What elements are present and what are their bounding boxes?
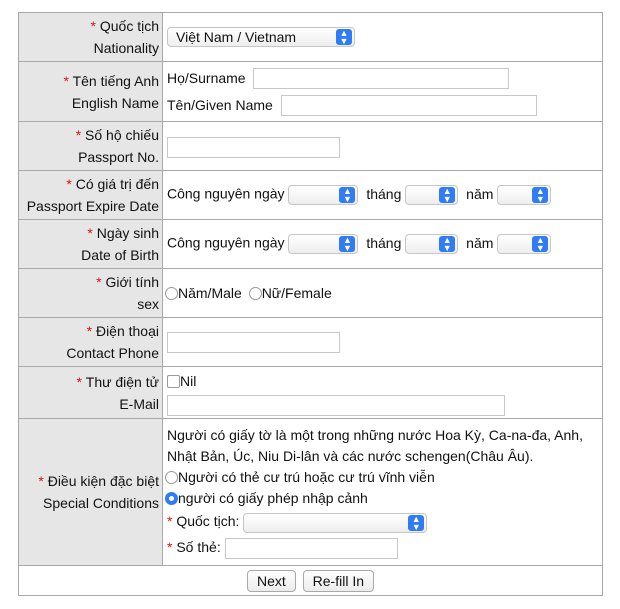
row-nationality — [19, 13, 603, 62]
chevron-updown-icon: ▲ ▼ — [408, 515, 424, 531]
email-field-cell — [163, 367, 603, 419]
nationality-label-cell — [19, 13, 163, 62]
required-mark: * — [63, 72, 69, 89]
passport-no-input[interactable] — [167, 137, 340, 158]
contact-phone-label-cell — [19, 318, 163, 367]
special-option-resident — [165, 467, 602, 488]
required-mark: * — [167, 538, 173, 555]
birth-date-label-cell — [19, 220, 163, 269]
birth-date-era-label: Công nguyên ngày — [167, 234, 285, 251]
row-birth-date — [19, 220, 603, 269]
special-resident-radio[interactable] — [165, 471, 178, 484]
passport-no-field-cell — [163, 122, 603, 171]
actions-cell — [19, 566, 603, 596]
nationality-label-vi: Quốc tịch — [99, 18, 159, 34]
sex-female-label: Nữ/Female — [261, 285, 332, 301]
required-mark: * — [87, 225, 93, 241]
chevron-updown-icon: ▲ ▼ — [339, 236, 355, 252]
passport-expire-field-cell — [163, 171, 603, 220]
chevron-updown-icon: ▲ ▼ — [439, 187, 455, 203]
passport-expire-era-label: Công nguyên ngày — [167, 185, 285, 202]
english-name-label-vi: Tên tiếng Anh — [72, 72, 159, 89]
chevron-updown-icon: ▲ ▼ — [339, 187, 355, 203]
email-label-vi: Thư điện tử — [85, 373, 159, 390]
required-mark: * — [75, 127, 82, 143]
passport-no-label-vi: Số hộ chiếu — [85, 127, 159, 143]
sex-male-radio[interactable] — [165, 287, 178, 300]
special-card-label: Số thẻ: — [176, 538, 221, 555]
passport-expire-month-label: tháng — [366, 185, 402, 202]
required-mark: * — [96, 274, 102, 290]
sex-label-cell — [19, 269, 163, 318]
surname-input[interactable] — [253, 68, 509, 89]
passport-expire-label-vi: Có giá trị đến — [75, 176, 159, 192]
birth-month-select[interactable] — [405, 234, 458, 254]
nationality-select[interactable] — [167, 27, 355, 47]
given-name-label: Tên/Given Name — [167, 96, 273, 113]
nationality-select-value: Việt Nam / Vietnam — [176, 29, 297, 45]
next-button[interactable]: Next — [247, 570, 296, 592]
passport-no-label-cell — [19, 122, 163, 171]
sex-male-label: Năm/Male — [178, 285, 242, 301]
row-passport-expire — [19, 171, 603, 220]
english-name-label-en: English Name — [71, 94, 159, 111]
application-form — [18, 12, 603, 596]
row-passport-no — [19, 122, 603, 171]
contact-phone-label-vi: Điện thoại — [95, 323, 159, 339]
special-label-cell — [19, 419, 163, 566]
chevron-updown-icon: ▲ ▼ — [532, 236, 548, 252]
chevron-updown-icon: ▲ ▼ — [439, 236, 455, 252]
contact-phone-field-cell — [163, 318, 603, 367]
sex-label-vi: Giới tính — [105, 274, 159, 290]
required-mark: * — [90, 18, 96, 34]
passport-no-label-en: Passport No. — [78, 149, 159, 165]
row-english-name — [19, 62, 603, 122]
special-description — [165, 425, 602, 467]
required-mark: * — [66, 176, 72, 192]
sex-label-en: sex — [137, 296, 159, 312]
row-special-conditions — [19, 419, 603, 566]
english-name-field-cell — [163, 62, 603, 122]
surname-label: Họ/Surname — [167, 69, 246, 86]
special-field-cell — [163, 419, 603, 566]
special-nationality-line — [165, 511, 602, 532]
contact-phone-label-en: Contact Phone — [66, 345, 159, 361]
special-label-en: Special Conditions — [43, 495, 159, 511]
birth-month-label: tháng — [366, 234, 402, 251]
contact-phone-input[interactable] — [167, 332, 340, 353]
special-permit-radio[interactable] — [165, 492, 178, 505]
birth-date-label-vi: Ngày sinh — [96, 225, 159, 241]
email-label-cell — [19, 367, 163, 419]
sex-field-cell — [163, 269, 603, 318]
birth-date-field-cell — [163, 220, 603, 269]
birth-date-label-en: Date of Birth — [81, 247, 159, 263]
special-desc-line1: Người có giấy tờ là một trong những nước Hoa Kỳ, Ca-na-đa, Anh, — [167, 427, 583, 444]
chevron-updown-icon: ▲ ▼ — [532, 187, 548, 203]
email-label-en: E-Mail — [119, 395, 159, 412]
refill-button[interactable]: Re-fill In — [303, 570, 374, 592]
sex-female-radio[interactable] — [249, 287, 262, 300]
birth-year-label: năm — [466, 234, 494, 251]
special-option-permit — [165, 488, 602, 509]
nationality-label-en: Nationality — [93, 40, 159, 56]
english-name-label-cell — [19, 62, 163, 122]
passport-expire-year-label: năm — [466, 185, 494, 202]
required-mark: * — [38, 473, 44, 489]
special-card-line — [165, 537, 602, 559]
special-desc-line2: Nhật Bản, Úc, Niu Di-lân và các nước schengen(Châu Âu). — [167, 448, 534, 465]
passport-expire-day-select[interactable] — [288, 185, 358, 205]
row-actions — [19, 566, 603, 596]
passport-expire-label-cell — [19, 171, 163, 220]
email-nil-checkbox[interactable] — [167, 375, 180, 388]
required-mark: * — [167, 513, 173, 530]
required-mark: * — [86, 323, 93, 339]
passport-expire-label-en: Passport Expire Date — [26, 198, 159, 214]
email-input[interactable] — [167, 395, 505, 416]
email-nil-label: Nil — [180, 372, 197, 389]
chevron-updown-icon: ▲ ▼ — [336, 29, 352, 45]
passport-expire-year-select[interactable] — [497, 185, 551, 205]
special-resident-label: Người có thẻ cư trú hoặc cư trú vĩnh viễn — [178, 469, 435, 486]
birth-day-select[interactable] — [288, 234, 358, 254]
birth-year-select[interactable] — [497, 234, 551, 254]
row-sex — [19, 269, 603, 318]
special-nationality-select[interactable] — [243, 513, 427, 533]
nationality-field-cell — [163, 13, 603, 62]
special-card-input[interactable] — [225, 538, 398, 559]
row-contact-phone — [19, 318, 603, 367]
required-mark: * — [76, 373, 83, 390]
given-name-input[interactable] — [281, 95, 537, 116]
special-nationality-label: Quốc tịch: — [176, 513, 240, 530]
row-email — [19, 367, 603, 419]
special-label-vi: Điều kiện đặc biệt — [47, 473, 159, 489]
passport-expire-month-select[interactable] — [405, 185, 458, 205]
special-permit-label: người có giấy phép nhập cảnh — [178, 490, 368, 507]
